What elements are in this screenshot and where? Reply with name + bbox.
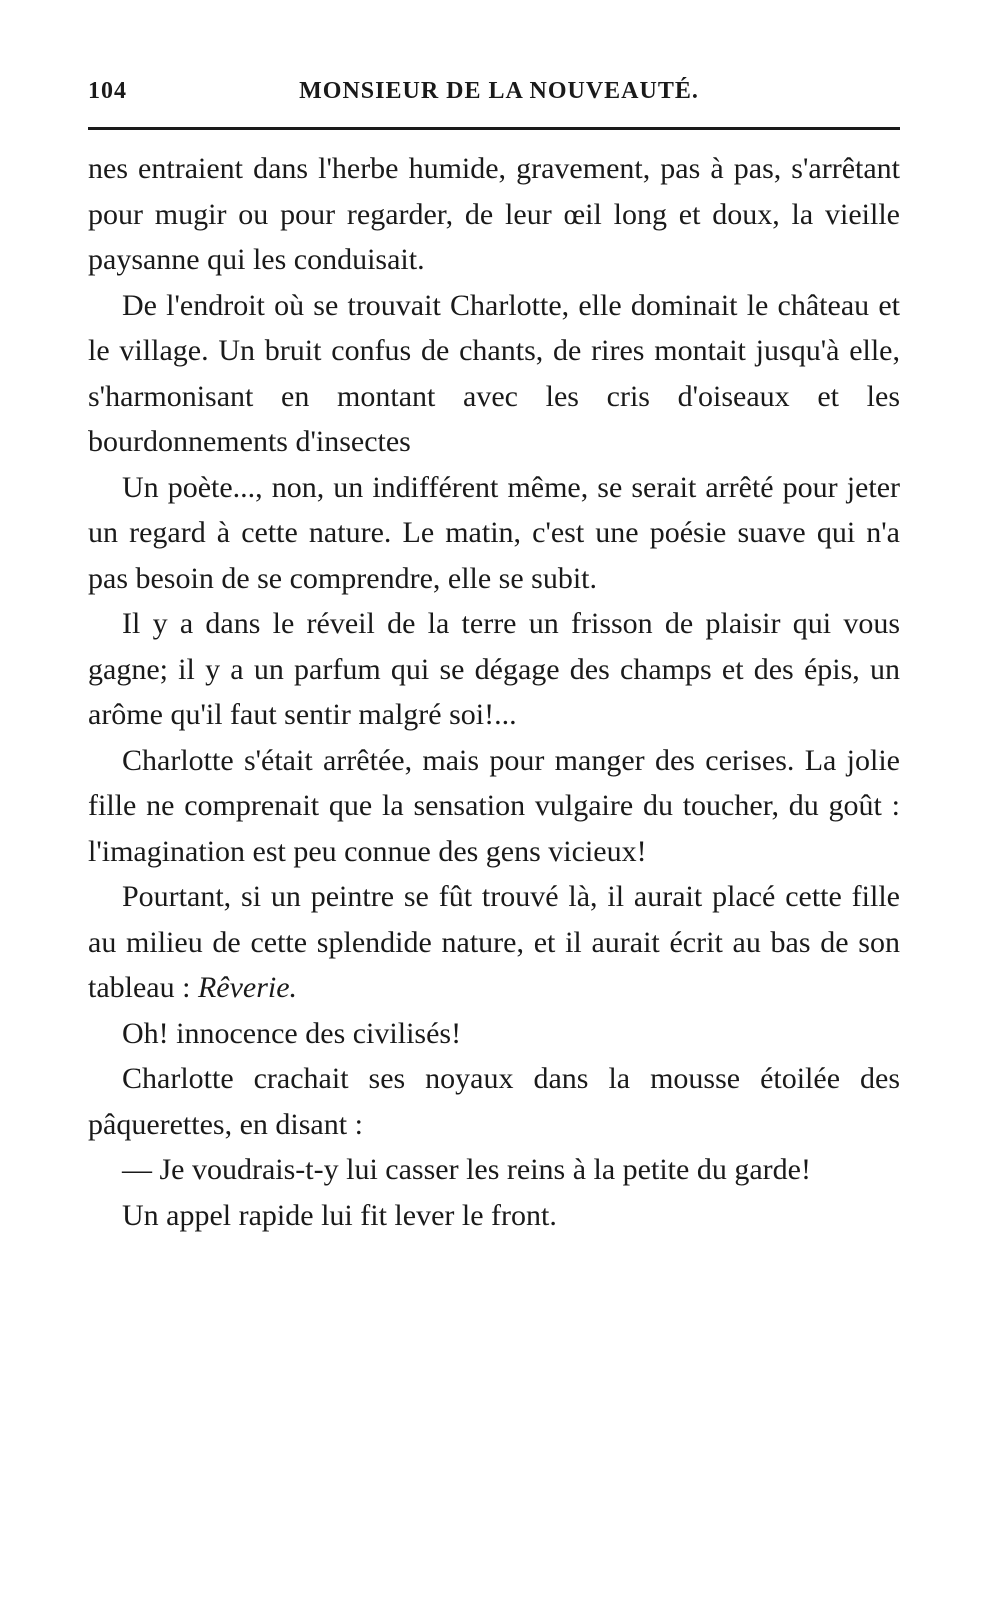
paragraph: nes entraient dans l'herbe humide, gravement, pas à pas, s'arrêtant pour mugir ou pour regarder, de leur œil long et doux, la vieille paysanne qui les conduisait. [88, 152, 900, 276]
paragraph-text: Pourtant, si un peintre se fût trouvé là, il aurait placé cette fille au milieu de cette splendide nature, et il aurait écrit au bas de son tableau : [88, 880, 900, 1004]
page-body [88, 146, 900, 1238]
paragraph [88, 874, 900, 1011]
running-title: MONSIEUR DE LA NOUVEAUTÉ. [299, 78, 699, 104]
paragraph: Il y a dans le réveil de la terre un frisson de plaisir qui vous gagne; il y a un parfum qui se dégage des champs et des épis, un arôme qu'il faut sentir malgré soi!... [88, 607, 900, 731]
paragraph: Charlotte crachait ses noyaux dans la mousse étoilée des pâquerettes, en disant : [88, 1062, 900, 1141]
italic-title: Rêverie. [197, 971, 298, 1004]
page-number: 104 [88, 78, 127, 104]
paragraph: Un poète..., non, un indifférent même, se serait arrêté pour jeter un regard à cette nature. Le matin, c'est une poésie suave qui n'a pas besoin de se comprendre, elle se subit. [88, 470, 900, 595]
paragraph: Charlotte s'était arrêtée, mais pour manger des cerises. La jolie fille ne comprenait que la sensation vulgaire du toucher, du goût : l'imagination est peu connue des gens vicieux! [88, 743, 900, 868]
paragraph: — Je voudrais-t-y lui casser les reins à la petite du garde! [122, 1153, 811, 1186]
paragraph: Oh! innocence des civilisés! [122, 1016, 462, 1050]
paragraph: De l'endroit où se trouvait Charlotte, elle dominait le château et le village. Un bruit confus de chants, de rires montait jusqu'à elle, s'harmonisant en montant avec les cris d'oiseaux et les bourdonnements d'insectes [88, 288, 900, 458]
header-rule [88, 127, 900, 130]
page-header [88, 78, 900, 112]
paragraph: Un appel rapide lui fit lever le front. [122, 1198, 557, 1232]
